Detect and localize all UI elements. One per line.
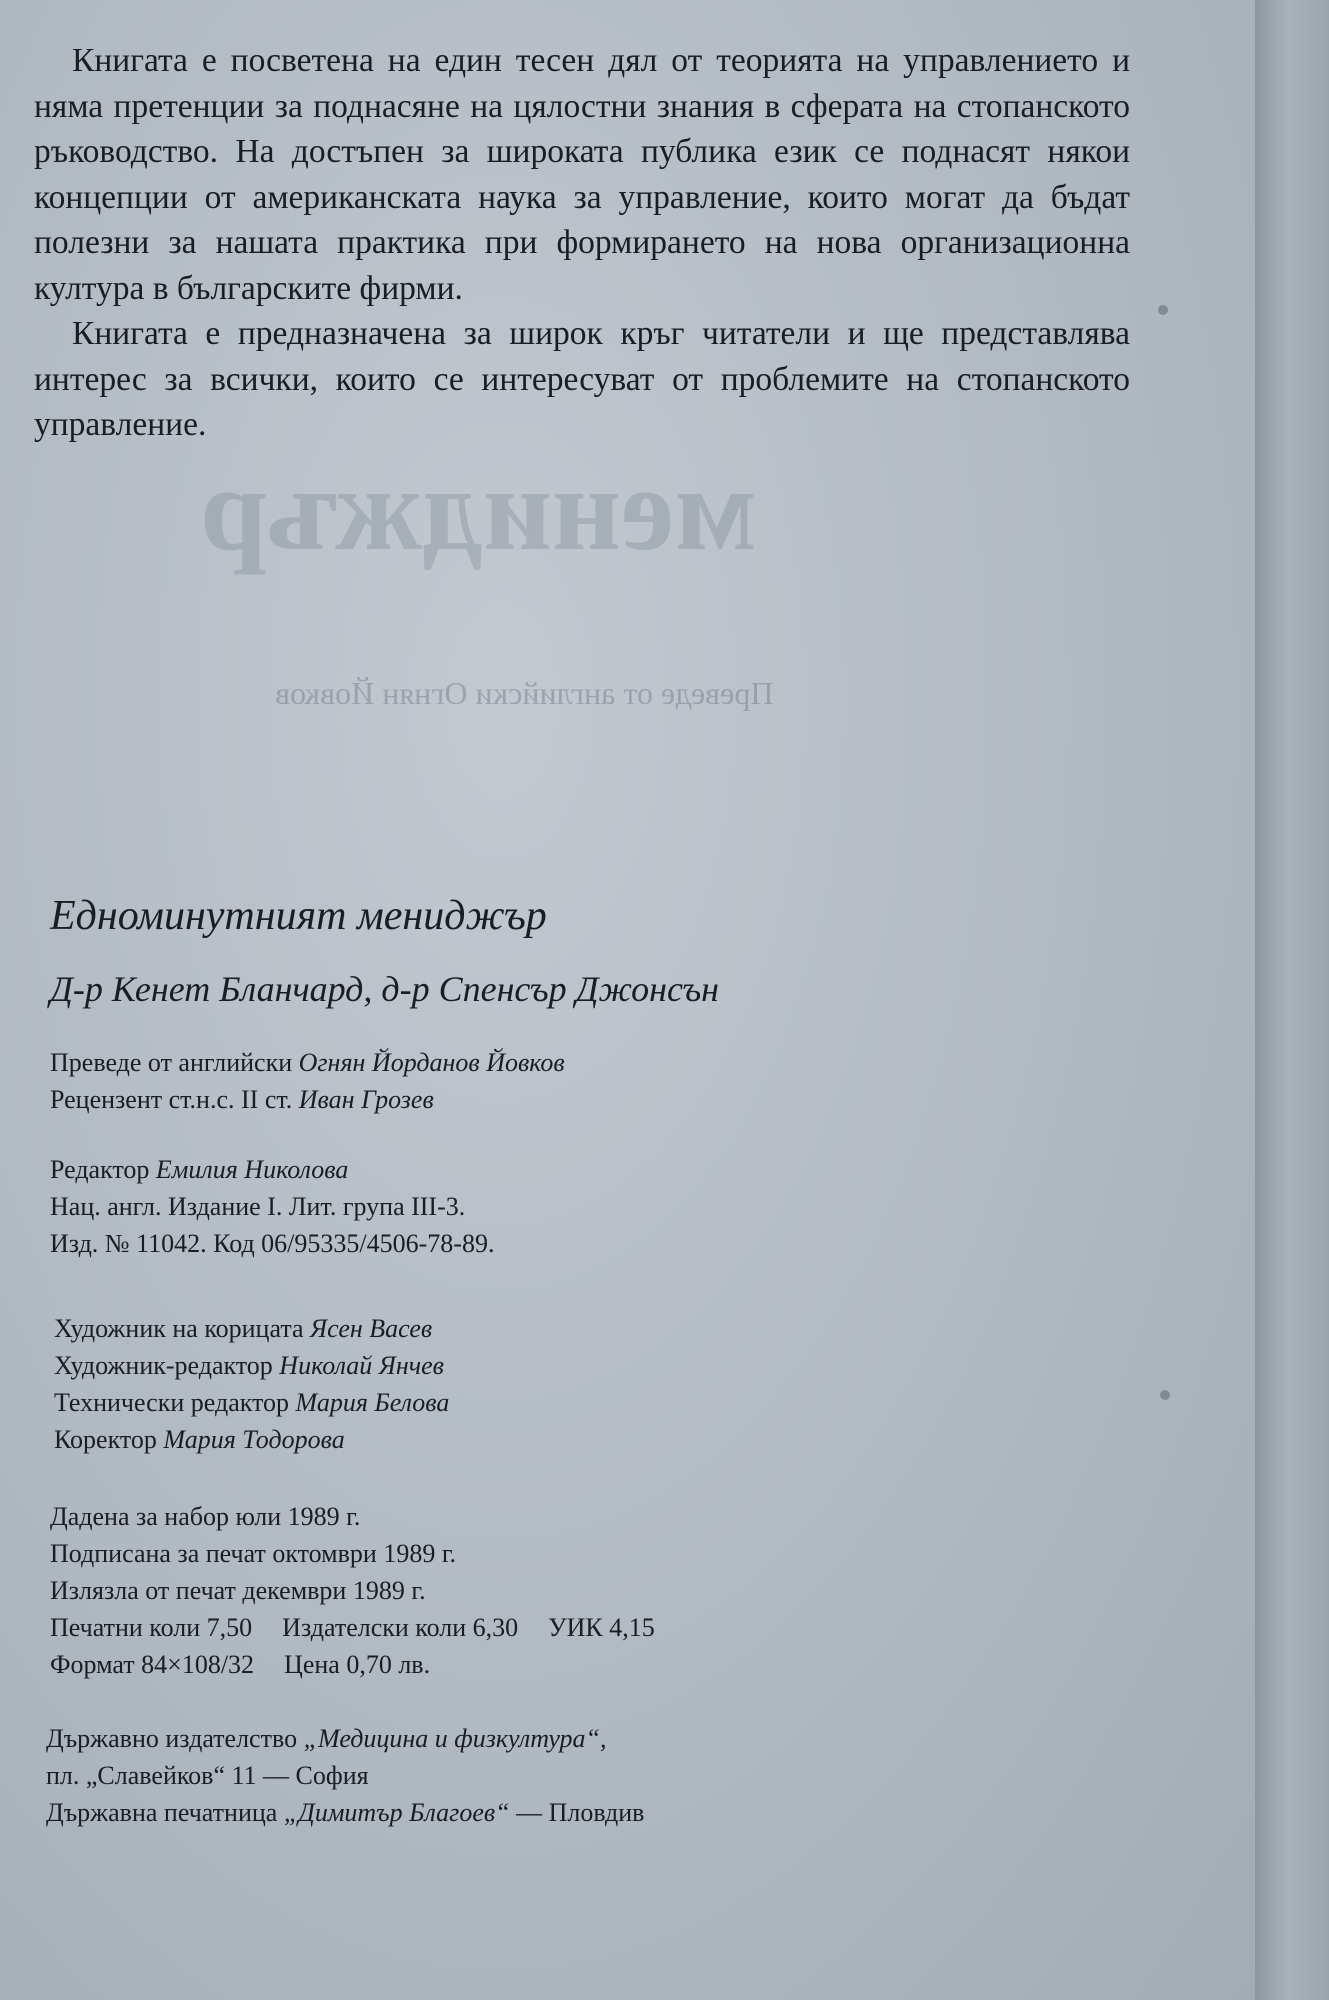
translation-credits xyxy=(50,1044,565,1118)
reviewer-line xyxy=(50,1081,565,1118)
paper-speck xyxy=(1158,305,1168,315)
show-through-subtitle: Преведе от английски Огнян Йовков xyxy=(275,675,774,711)
show-through-title: мениджър xyxy=(200,442,757,575)
editor-name: Емилия Николова xyxy=(155,1155,349,1184)
editor-label: Редактор xyxy=(50,1155,150,1184)
publisher-label: Държавно издателство xyxy=(46,1724,298,1753)
format-value: Формат 84×108/32 xyxy=(50,1650,255,1679)
publisher-details xyxy=(46,1720,644,1831)
cover-artist-label: Художник на корицата xyxy=(54,1314,304,1343)
printer-name: „Димитър Благоев“ xyxy=(283,1798,510,1827)
art-credits xyxy=(54,1310,449,1458)
proofreader-name: Мария Тодорова xyxy=(163,1425,345,1454)
publisher-name: „Медицина и физкултура“, xyxy=(303,1724,607,1753)
book-abstract xyxy=(34,38,1130,448)
proofreader-label: Коректор xyxy=(54,1425,157,1454)
tech-editor-name: Мария Белова xyxy=(295,1388,450,1417)
abstract-paragraph: Книгата е посветена на един тесен дял от теорията на управлението и няма претенции за поднасяне на цялостни знания в сферата на стопанското ръководство. На достъпен за широката публика език се поднасят някои концепции от американската наука за управление, които могат да бъдат полезни за нашата практика при формирането на нова организационна култура в българските фирми. xyxy=(34,42,1130,307)
sheets-line xyxy=(50,1609,655,1646)
tech-editor-label: Технически редактор xyxy=(54,1388,290,1417)
publisher-sheets: Издателски коли 6,30 xyxy=(282,1613,519,1642)
code-line: Изд. № 11042. Код 06/95335/4506-78-89. xyxy=(50,1229,495,1258)
proofreader-line xyxy=(54,1421,449,1458)
abstract-paragraph: Книгата е предназначена за широк кръг читатели и ще представлява интерес за всички, които се интересуват от проблемите на стопанското управление. xyxy=(34,315,1130,443)
book-title: Едноминутният мениджър xyxy=(50,893,547,939)
publisher-line xyxy=(46,1720,644,1757)
typeset-date: Дадена за набор юли 1989 г. xyxy=(50,1502,361,1531)
tech-editor-line xyxy=(54,1384,449,1421)
reviewer-name: Иван Грозев xyxy=(298,1085,434,1114)
translator-label: Преведе от английски xyxy=(50,1048,293,1077)
printer-line xyxy=(46,1794,644,1831)
uik-value: УИК 4,15 xyxy=(548,1613,655,1642)
edition-line: Нац. англ. Издание I. Лит. група III-3. xyxy=(50,1192,466,1221)
cover-artist-name: Ясен Васев xyxy=(310,1314,433,1343)
printed-sheets: Печатни коли 7,50 xyxy=(50,1613,253,1642)
book-authors: Д-р Кенет Бланчард, д-р Спенсър Джонсън xyxy=(50,969,720,1009)
art-editor-label: Художник-редактор xyxy=(54,1351,273,1380)
signed-date: Подписана за печат октомври 1989 г. xyxy=(50,1539,457,1568)
translator-name: Огнян Йорданов Йовков xyxy=(298,1048,565,1077)
page-edge-shadow xyxy=(1255,0,1329,2000)
format-line xyxy=(50,1646,655,1683)
cover-artist-line xyxy=(54,1310,449,1347)
publisher-address: пл. „Славейков“ 11 — София xyxy=(46,1761,369,1790)
released-date: Излязла от печат декември 1989 г. xyxy=(50,1576,426,1605)
print-details xyxy=(50,1498,655,1683)
art-editor-line xyxy=(54,1347,449,1384)
printer-label: Държавна печатница xyxy=(46,1798,278,1827)
art-editor-name: Николай Янчев xyxy=(279,1351,444,1380)
editorial-credits xyxy=(50,1151,494,1262)
printer-city: — Пловдив xyxy=(516,1798,645,1827)
editor-line xyxy=(50,1151,494,1188)
translator-line xyxy=(50,1044,565,1081)
price-value: Цена 0,70 лв. xyxy=(284,1650,431,1679)
paper-speck xyxy=(1160,1390,1170,1400)
reviewer-label: Рецензент ст.н.с. II ст. xyxy=(50,1085,293,1114)
